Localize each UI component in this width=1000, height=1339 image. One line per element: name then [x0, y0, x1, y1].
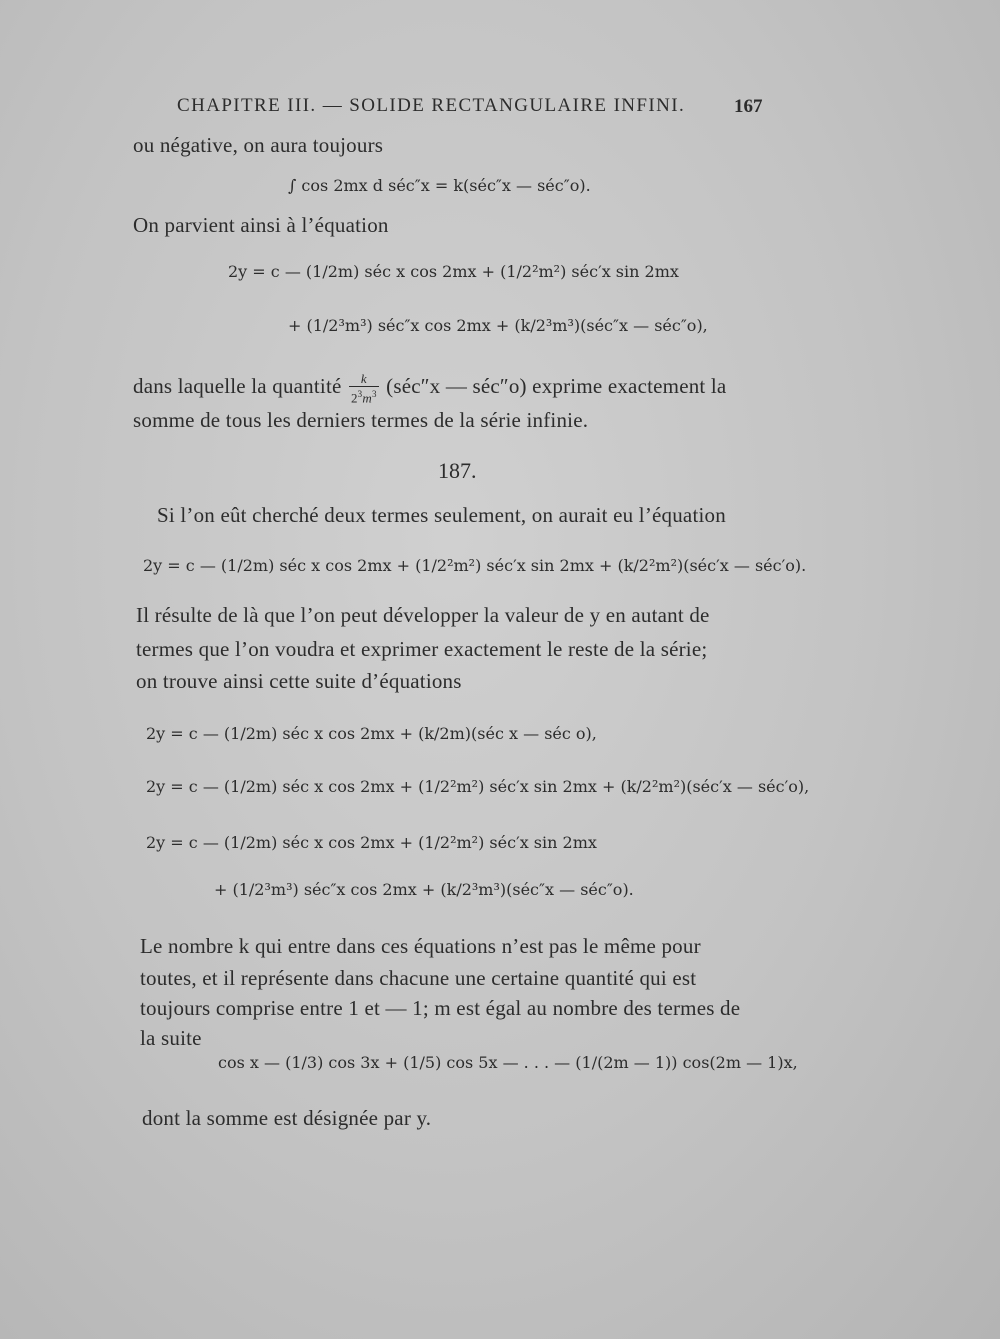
section-number: 187.: [438, 458, 477, 483]
text-line: toujours comprise entre 1 et — 1; m est égal au nombre des termes de: [140, 996, 741, 1020]
equation-5: 2y = c — (1/2m) séc x cos 2mx + (1/2²m²) séc′x sin 2mx + (k/2²m²)(séc′x — séc′o),: [146, 777, 810, 796]
running-header: CHAPITRE III. — SOLIDE RECTANGULAIRE INFINI.: [177, 95, 686, 116]
equation-4: 2y = c — (1/2m) séc x cos 2mx + (k/2m)(séc x — séc o),: [146, 724, 597, 743]
text-line: Si l’on eût cherché deux termes seulement, on aurait eu l’équation: [157, 503, 726, 527]
page-number: 167: [734, 96, 763, 117]
text-line: la suite: [140, 1026, 202, 1050]
text-line: toutes, et il représente dans chacune une certaine quantité qui est: [140, 966, 697, 990]
equation-2-line-1: 2y = c — (1/2m) séc x cos 2mx + (1/2²m²) séc′x sin 2mx: [228, 262, 679, 281]
equation-6-line-2: + (1/2³m³) séc″x cos 2mx + (k/2³m³)(séc″x — séc″o).: [214, 880, 634, 899]
equation-text: ∫ cos 2mx d séc″x = k(séc″x — séc″o).: [288, 176, 591, 195]
text-line: somme de tous les derniers termes de la série infinie.: [133, 408, 589, 432]
equation-6-line-1: 2y = c — (1/2m) séc x cos 2mx + (1/2²m²) séc′x sin 2mx: [146, 833, 597, 852]
text-line: termes que l’on voudra et exprimer exactement le reste de la série;: [136, 637, 708, 661]
text-fragment: dans laquelle la quantité: [133, 373, 342, 398]
text-line-with-formula: [133, 371, 726, 405]
equation-1: [288, 176, 591, 196]
equation-3: 2y = c — (1/2m) séc x cos 2mx + (1/2²m²) séc′x sin 2mx + (k/2²m²)(séc′x — séc′o).: [143, 556, 807, 575]
text-line: Le nombre k qui entre dans ces équations n’est pas le même pour: [140, 934, 701, 958]
text-line: On parvient ainsi à l’équation: [133, 213, 389, 237]
text-fragment: (séc″x — séc″o) exprime exactement la: [386, 373, 727, 398]
text-line: ou négative, on aura toujours: [133, 133, 384, 157]
text-line: Il résulte de là que l’on peut développer la valeur de y en autant de: [136, 603, 710, 627]
inline-fraction: $\frac{k}{2^3m^3}$: [350, 371, 377, 406]
equation-2-line-2: + (1/2³m³) séc″x cos 2mx + (k/2³m³)(séc″x — séc″o),: [288, 316, 708, 335]
equation-7: cos x — (1/3) cos 3x + (1/5) cos 5x — . . . — (1/(2m — 1)) cos(2m — 1)x,: [218, 1053, 798, 1072]
text-line: on trouve ainsi cette suite d’équations: [136, 669, 462, 693]
text-line: dont la somme est désignée par y.: [142, 1106, 432, 1130]
